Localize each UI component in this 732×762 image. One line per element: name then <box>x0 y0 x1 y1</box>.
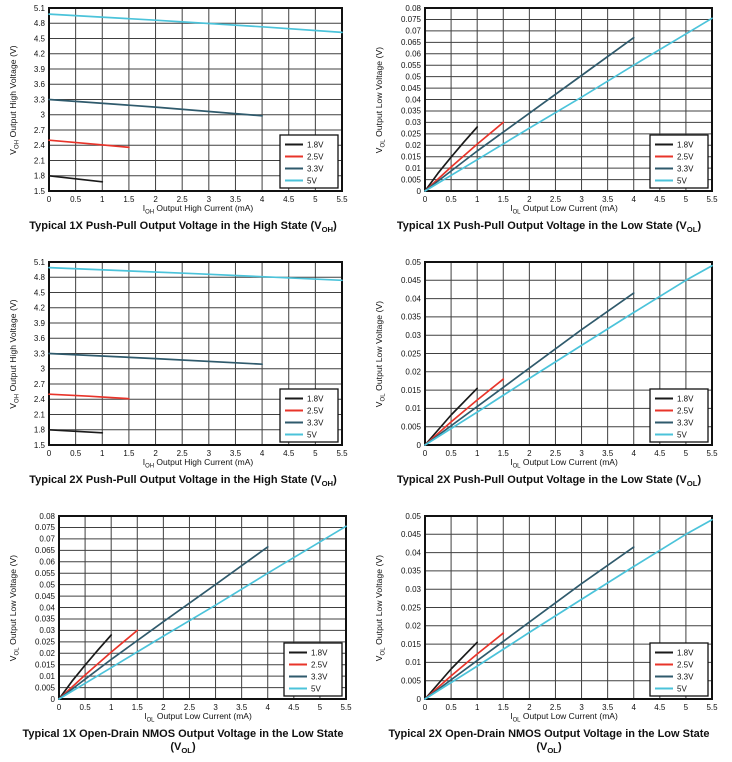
x-tick-label: 5 <box>683 703 689 712</box>
chart-caption <box>380 728 718 754</box>
x-tick-label: 1 <box>100 195 105 204</box>
x-axis-symbol: I <box>142 203 146 213</box>
y-tick-label: 0.015 <box>400 152 421 162</box>
x-tick-label: 1 <box>474 703 480 712</box>
chart-1x-pushpull-low <box>366 0 732 254</box>
x-tick-label: 5 <box>313 449 318 458</box>
x-tick-label: 0 <box>422 449 428 458</box>
y-axis-title <box>374 554 387 662</box>
y-axis-subscript: OH <box>14 139 21 149</box>
caption-subscript: OL <box>686 479 698 489</box>
series-line-5V <box>49 268 342 281</box>
legend-label-3.3V: 3.3V <box>677 418 694 428</box>
chart-caption <box>14 474 352 487</box>
x-tick-label: 5.5 <box>340 703 352 712</box>
legend-label-1.8V: 1.8V <box>311 648 328 658</box>
y-tick-label: 0.05 <box>405 511 421 521</box>
y-tick-label: 0.03 <box>39 626 55 636</box>
y-tick-label: 0.03 <box>405 118 421 128</box>
x-tick-label: 0 <box>46 195 52 204</box>
y-tick-label: 0.02 <box>39 649 55 659</box>
y-tick-label: 3.3 <box>33 349 45 359</box>
y-tick-label: 0 <box>50 694 55 704</box>
y-tick-label: 5.1 <box>33 3 45 13</box>
x-tick-label: 4 <box>631 703 636 712</box>
plot-canvas-2x-pushpull-low <box>366 254 732 508</box>
legend-label-2.5V: 2.5V <box>677 406 694 416</box>
y-tick-label: 0.08 <box>405 3 421 13</box>
x-tick-label: 0.5 <box>445 195 457 204</box>
y-axis-text: Output Low Voltage (V) <box>374 46 384 140</box>
x-tick-label: 5.5 <box>336 449 348 458</box>
x-tick-label: 4 <box>631 449 636 458</box>
y-tick-label: 2.4 <box>33 141 45 151</box>
x-tick-label: 4.5 <box>283 195 295 204</box>
caption-subscript: OL <box>547 746 558 756</box>
y-tick-label: 0.035 <box>34 614 55 624</box>
y-tick-label: 0.02 <box>405 367 421 377</box>
x-tick-label: 5.5 <box>336 195 348 204</box>
y-tick-label: 0.01 <box>405 163 421 173</box>
x-tick-label: 3 <box>579 703 584 712</box>
x-tick-label: 5 <box>317 703 323 712</box>
x-tick-label: 3 <box>206 449 212 458</box>
caption-subscript: OH <box>321 225 334 235</box>
x-tick-label: 1.5 <box>497 195 509 204</box>
legend-label-2.5V: 2.5V <box>311 660 328 670</box>
x-tick-label: 3.5 <box>602 449 614 458</box>
legend <box>280 389 338 442</box>
legend-label-1.8V: 1.8V <box>677 140 694 150</box>
y-tick-label: 2.1 <box>33 410 45 420</box>
chart-caption <box>14 220 352 233</box>
legend-label-1.8V: 1.8V <box>677 648 694 658</box>
x-tick-label: 3.5 <box>602 703 614 712</box>
legend <box>284 643 342 696</box>
y-tick-label: 0.045 <box>34 591 55 601</box>
y-axis-subscript: OL <box>380 647 387 656</box>
y-tick-label: 0.08 <box>39 511 55 521</box>
y-axis-text: Output Low Voltage (V) <box>8 554 18 648</box>
chart-1x-opendrain-low <box>0 508 366 762</box>
y-tick-label: 0.04 <box>405 294 421 304</box>
y-axis-symbol: V <box>374 655 384 662</box>
x-tick-label: 2.5 <box>176 449 188 458</box>
caption-suffix: ) <box>697 220 702 232</box>
series-line-2.5V <box>49 394 129 399</box>
y-tick-label: 3 <box>40 110 45 120</box>
y-tick-label: 0.045 <box>400 83 421 93</box>
x-tick-label: 2 <box>527 195 532 204</box>
legend-label-5V: 5V <box>307 430 317 440</box>
y-tick-label: 2.1 <box>33 156 45 166</box>
y-tick-label: 3.9 <box>33 64 45 74</box>
x-tick-label: 0.5 <box>445 449 457 458</box>
y-tick-label: 0.07 <box>405 26 421 36</box>
chart-caption <box>380 474 718 487</box>
x-axis-title <box>406 711 722 724</box>
y-tick-label: 0.03 <box>405 331 421 340</box>
caption-suffix: ) <box>558 741 562 753</box>
caption-text: Typical 2X Push-Pull Output Voltage in the High State (V <box>29 474 322 486</box>
y-axis-title <box>8 45 21 155</box>
y-tick-label: 0.035 <box>400 566 421 576</box>
x-axis-title <box>406 203 722 216</box>
x-tick-label: 3 <box>206 195 212 204</box>
x-tick-label: 1 <box>474 195 480 204</box>
x-axis-subscript: OH <box>145 463 155 470</box>
x-tick-label: 1.5 <box>497 449 509 458</box>
x-tick-label: 4 <box>265 703 270 712</box>
x-tick-label: 0 <box>422 703 428 712</box>
y-tick-label: 4.2 <box>33 303 45 313</box>
plot-canvas-1x-pushpull-high <box>0 0 366 254</box>
x-tick-label: 5.5 <box>706 449 718 458</box>
y-axis-symbol: V <box>8 655 18 662</box>
x-tick-label: 0.5 <box>445 703 457 712</box>
x-axis-subscript: OL <box>512 717 521 724</box>
x-tick-label: 2.5 <box>176 195 188 204</box>
x-tick-label: 4.5 <box>654 449 666 458</box>
y-tick-label: 0.005 <box>400 676 421 686</box>
legend-label-5V: 5V <box>677 176 687 186</box>
y-axis-title <box>8 554 21 662</box>
legend-label-1.8V: 1.8V <box>677 394 694 404</box>
legend-label-2.5V: 2.5V <box>307 406 324 416</box>
x-tick-label: 0 <box>56 703 62 712</box>
y-tick-label: 0.025 <box>400 349 421 359</box>
x-axis-subscript: OL <box>146 717 155 724</box>
y-axis-subscript: OH <box>14 393 21 403</box>
y-tick-label: 0.01 <box>405 404 421 414</box>
y-tick-label: 0.05 <box>405 72 421 82</box>
y-tick-label: 0.04 <box>39 603 55 613</box>
y-tick-label: 3.9 <box>33 318 45 328</box>
y-tick-label: 0.035 <box>400 312 421 322</box>
x-axis-symbol: I <box>510 457 513 467</box>
y-tick-label: 0.045 <box>400 530 421 540</box>
y-tick-label: 0.04 <box>405 548 421 558</box>
x-tick-label: 4.5 <box>288 703 300 712</box>
y-axis-title <box>374 46 387 154</box>
y-tick-label: 1.8 <box>33 171 45 181</box>
y-tick-label: 5.1 <box>33 257 45 267</box>
x-axis-title <box>40 457 356 470</box>
caption-text: Typical 2X Open-Drain NMOS Output Voltage in the Low State (V <box>388 728 710 753</box>
x-tick-label: 1 <box>100 449 105 458</box>
x-axis-text: Output High Current (mA) <box>154 457 254 467</box>
y-tick-label: 0.035 <box>400 106 421 116</box>
y-tick-label: 4.8 <box>33 273 45 283</box>
y-axis-symbol: V <box>8 402 18 409</box>
legend-label-3.3V: 3.3V <box>307 164 324 174</box>
y-tick-label: 0.075 <box>34 523 55 533</box>
caption-suffix: ) <box>697 474 702 486</box>
y-tick-label: 4.8 <box>33 19 45 29</box>
plot-canvas-1x-pushpull-low <box>366 0 732 254</box>
y-tick-label: 0.03 <box>405 585 421 594</box>
x-axis-text: Output Low Current (mA) <box>520 711 618 721</box>
x-axis-title <box>40 711 356 724</box>
caption-text: Typical 1X Push-Pull Output Voltage in the High State (V <box>29 220 322 232</box>
x-tick-label: 2.5 <box>549 449 562 458</box>
x-tick-label: 3 <box>213 703 218 712</box>
x-axis-subscript: OL <box>512 209 521 216</box>
legend-label-3.3V: 3.3V <box>311 672 328 682</box>
legend-label-2.5V: 2.5V <box>307 152 324 162</box>
caption-suffix: ) <box>192 741 196 753</box>
y-tick-label: 0.07 <box>39 534 55 544</box>
x-tick-label: 3.5 <box>229 449 242 458</box>
y-tick-label: 2.7 <box>33 379 45 389</box>
legend-label-5V: 5V <box>677 684 687 694</box>
y-tick-label: 2.4 <box>33 395 45 405</box>
y-tick-label: 0.005 <box>34 683 55 693</box>
y-tick-label: 0.06 <box>39 557 55 567</box>
x-axis-title <box>40 203 356 216</box>
y-tick-label: 0.055 <box>400 60 421 70</box>
x-tick-label: 1 <box>474 449 480 458</box>
caption-text: Typical 1X Open-Drain NMOS Output Voltage in the Low State (V <box>22 728 344 753</box>
legend <box>280 135 338 188</box>
x-tick-label: 3.5 <box>602 195 614 204</box>
x-tick-label: 0.5 <box>70 449 82 458</box>
caption-subscript: OL <box>686 225 698 235</box>
y-tick-label: 3.6 <box>33 334 45 344</box>
x-tick-label: 1.5 <box>123 195 135 204</box>
x-tick-label: 4 <box>259 449 265 458</box>
caption-suffix: ) <box>333 474 337 486</box>
legend-label-3.3V: 3.3V <box>677 164 694 174</box>
y-tick-label: 0.04 <box>405 95 421 105</box>
chart-2x-pushpull-low <box>366 254 732 508</box>
y-tick-label: 0.02 <box>405 141 421 151</box>
plot-canvas-2x-pushpull-high <box>0 254 366 508</box>
x-tick-label: 3 <box>579 449 584 458</box>
y-tick-label: 3.6 <box>33 80 45 90</box>
x-tick-label: 5.5 <box>706 195 718 204</box>
y-tick-label: 0.055 <box>34 568 55 578</box>
caption-suffix: ) <box>333 220 337 232</box>
y-tick-label: 0 <box>416 440 421 450</box>
y-axis-text: Output Low Voltage (V) <box>374 554 384 648</box>
y-tick-label: 0.01 <box>39 671 55 681</box>
y-tick-label: 4.5 <box>33 34 45 44</box>
y-axis-title <box>374 300 387 408</box>
plot-canvas-2x-opendrain-low <box>366 508 732 762</box>
y-tick-label: 0.05 <box>405 257 421 267</box>
y-axis-text: Output High Voltage (V) <box>8 45 18 140</box>
x-tick-label: 4 <box>259 195 265 204</box>
y-tick-label: 1.8 <box>33 425 45 435</box>
legend-label-5V: 5V <box>677 430 687 440</box>
y-axis-subscript: OL <box>380 393 387 402</box>
legend-label-2.5V: 2.5V <box>677 152 694 162</box>
y-tick-label: 2.7 <box>33 125 45 135</box>
x-tick-label: 5.5 <box>706 703 718 712</box>
y-tick-label: 0.025 <box>400 603 421 613</box>
series-line-2.5V <box>425 379 503 445</box>
x-tick-label: 2.5 <box>549 195 562 204</box>
x-tick-label: 4.5 <box>283 449 295 458</box>
x-axis-subscript: OH <box>145 209 155 216</box>
chart-2x-pushpull-high <box>0 254 366 508</box>
x-tick-label: 1.5 <box>497 703 509 712</box>
legend-label-5V: 5V <box>311 684 321 694</box>
y-tick-label: 1.5 <box>33 440 45 450</box>
series-line-2.5V <box>49 140 129 147</box>
x-axis-symbol: I <box>510 711 513 721</box>
x-tick-label: 0.5 <box>70 195 82 204</box>
y-axis-text: Output High Voltage (V) <box>8 299 18 394</box>
y-tick-label: 0.045 <box>400 276 421 286</box>
x-axis-symbol: I <box>142 457 146 467</box>
x-tick-label: 3.5 <box>236 703 248 712</box>
y-axis-title <box>8 299 21 409</box>
legend <box>650 643 708 696</box>
chart-1x-pushpull-high <box>0 0 366 254</box>
y-tick-label: 0.065 <box>400 38 421 48</box>
y-axis-subscript: OL <box>14 647 21 656</box>
caption-subscript: OH <box>321 479 334 489</box>
x-tick-label: 5 <box>683 195 689 204</box>
y-tick-label: 0.075 <box>400 15 421 25</box>
x-axis-text: Output Low Current (mA) <box>154 711 252 721</box>
y-tick-label: 0.025 <box>34 637 55 647</box>
x-tick-label: 4 <box>631 195 636 204</box>
y-tick-label: 0.02 <box>405 621 421 631</box>
y-axis-subscript: OL <box>380 139 387 148</box>
y-tick-label: 0.06 <box>405 49 421 59</box>
x-tick-label: 1.5 <box>123 449 135 458</box>
x-axis-symbol: I <box>144 711 147 721</box>
chart-2x-opendrain-low <box>366 508 732 762</box>
x-tick-label: 2 <box>527 449 532 458</box>
y-axis-symbol: V <box>374 401 384 408</box>
x-tick-label: 3.5 <box>229 195 242 204</box>
x-tick-label: 0.5 <box>79 703 91 712</box>
x-tick-label: 2.5 <box>549 703 562 712</box>
y-tick-label: 0 <box>416 694 421 704</box>
x-tick-label: 5 <box>683 449 689 458</box>
legend-label-1.8V: 1.8V <box>307 394 324 404</box>
caption-text: Typical 2X Push-Pull Output Voltage in the Low State (V <box>396 474 687 486</box>
y-tick-label: 0.005 <box>400 422 421 432</box>
x-tick-label: 0 <box>422 195 428 204</box>
y-tick-label: 4.5 <box>33 288 45 298</box>
x-axis-text: Output High Current (mA) <box>154 203 254 213</box>
x-tick-label: 2.5 <box>183 703 196 712</box>
y-axis-text: Output Low Voltage (V) <box>374 300 384 394</box>
caption-subscript: OL <box>181 746 192 756</box>
x-tick-label: 5 <box>313 195 318 204</box>
x-axis-text: Output Low Current (mA) <box>520 203 618 213</box>
x-tick-label: 4.5 <box>654 703 666 712</box>
x-axis-title <box>406 457 722 470</box>
y-tick-label: 4.2 <box>33 49 45 59</box>
plot-canvas-1x-opendrain-low <box>0 508 366 762</box>
y-tick-label: 0.015 <box>34 660 55 670</box>
y-tick-label: 0.065 <box>34 546 55 556</box>
legend <box>650 135 708 188</box>
legend-label-2.5V: 2.5V <box>677 660 694 670</box>
y-tick-label: 3.3 <box>33 95 45 105</box>
x-tick-label: 2 <box>153 449 158 458</box>
x-tick-label: 2 <box>153 195 158 204</box>
x-tick-label: 0 <box>46 449 52 458</box>
x-tick-label: 4.5 <box>654 195 666 204</box>
y-axis-symbol: V <box>374 147 384 154</box>
y-axis-symbol: V <box>8 148 18 155</box>
x-tick-label: 1.5 <box>131 703 143 712</box>
series-line-2.5V <box>425 633 503 699</box>
chart-caption <box>14 728 352 754</box>
x-tick-label: 1 <box>108 703 114 712</box>
y-tick-label: 0.025 <box>400 129 421 139</box>
legend <box>650 389 708 442</box>
y-tick-label: 3 <box>40 364 45 374</box>
x-tick-label: 2 <box>161 703 166 712</box>
x-tick-label: 3 <box>579 195 584 204</box>
x-axis-symbol: I <box>510 203 513 213</box>
x-tick-label: 2 <box>527 703 532 712</box>
y-tick-label: 0.015 <box>400 385 421 395</box>
y-tick-label: 0.015 <box>400 639 421 649</box>
y-tick-label: 0.05 <box>39 580 55 590</box>
y-tick-label: 0.01 <box>405 658 421 668</box>
x-axis-text: Output Low Current (mA) <box>520 457 618 467</box>
chart-caption <box>380 220 718 233</box>
caption-text: Typical 1X Push-Pull Output Voltage in the Low State (V <box>396 220 687 232</box>
y-tick-label: 0 <box>416 186 421 196</box>
legend-label-5V: 5V <box>307 176 317 186</box>
legend-label-3.3V: 3.3V <box>307 418 324 428</box>
y-tick-label: 1.5 <box>33 186 45 196</box>
legend-label-1.8V: 1.8V <box>307 140 324 150</box>
y-tick-label: 0.005 <box>400 175 421 185</box>
x-axis-subscript: OL <box>512 463 521 470</box>
legend-label-3.3V: 3.3V <box>677 672 694 682</box>
